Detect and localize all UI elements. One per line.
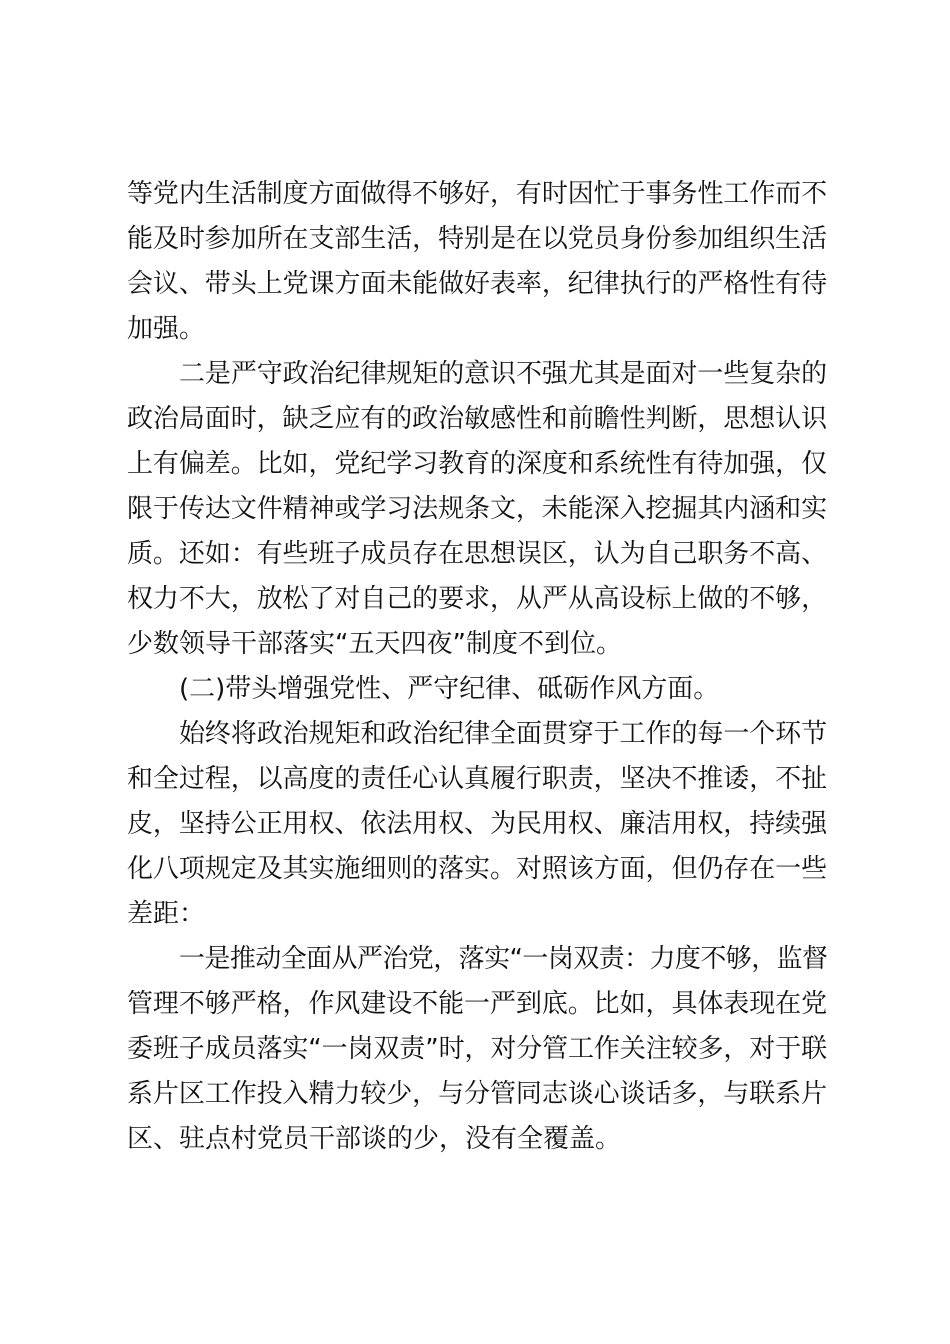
paragraph-line xyxy=(127,532,827,577)
paragraph-line xyxy=(127,892,827,937)
paragraph-line xyxy=(127,262,827,307)
paragraph-line xyxy=(127,982,827,1027)
line-text: 限于传达文件精神或学习法规条文，未能深入挖掘其内涵和实 xyxy=(127,494,828,524)
line-text: 权力不大，放松了对自己的要求，从严从高设标上做的不够， xyxy=(127,584,828,614)
line-text: 差距： xyxy=(127,899,206,929)
line-text: 区、驻点村党员干部谈的少，没有全覆盖。 xyxy=(127,1124,622,1154)
paragraph-line xyxy=(127,577,827,622)
paragraph-line xyxy=(127,757,827,802)
paragraph-line xyxy=(127,1072,827,1117)
line-text: 等党内生活制度方面做得不够好，有时因忙于事务性工作而不 xyxy=(127,179,828,209)
paragraph-line xyxy=(127,217,827,262)
paragraph-line xyxy=(127,622,827,667)
line-text: 化八项规定及其实施细则的落实。对照该方面，但仍存在一些 xyxy=(127,854,828,884)
section-heading xyxy=(127,667,827,712)
line-text: 会议、带头上党课方面未能做好表率，纪律执行的严格性有待 xyxy=(127,269,828,299)
line-text: 少数领导干部落实“五天四夜”制度不到位。 xyxy=(127,629,622,659)
line-text: 质。还如：有些班子成员存在思想误区，认为自己职务不高、 xyxy=(127,539,828,569)
paragraph-line xyxy=(127,802,827,847)
paragraph-line xyxy=(127,847,827,892)
line-text: 系片区工作投入精力较少，与分管同志谈心谈话多，与联系片 xyxy=(127,1079,828,1109)
line-text: (二)带头增强党性、严守纪律、砥砺作风方面。 xyxy=(179,674,720,704)
document-body xyxy=(127,172,827,1162)
line-text: 二是严守政治纪律规矩的意识不强尤其是面对一些复杂的 xyxy=(179,359,828,389)
paragraph-first-line xyxy=(127,937,827,982)
line-text: 始终将政治规矩和政治纪律全面贯穿于工作的每一个环节 xyxy=(179,719,828,749)
paragraph-line xyxy=(127,1117,827,1162)
paragraph-line xyxy=(127,172,827,217)
paragraph-line xyxy=(127,397,827,442)
line-text: 上有偏差。比如，党纪学习教育的深度和系统性有待加强，仅 xyxy=(127,449,828,479)
line-text: 能及时参加所在支部生活，特别是在以党员身份参加组织生活 xyxy=(127,224,828,254)
line-text: 和全过程，以高度的责任心认真履行职责，坚决不推诿，不扯 xyxy=(127,764,828,794)
paragraph-line xyxy=(127,307,827,352)
paragraph-line xyxy=(127,442,827,487)
paragraph-first-line xyxy=(127,712,827,757)
paragraph-line xyxy=(127,487,827,532)
line-text: 一是推动全面从严治党，落实“一岗双责：力度不够，监督 xyxy=(179,944,828,974)
paragraph-line xyxy=(127,1027,827,1072)
line-text: 皮，坚持公正用权、依法用权、为民用权、廉洁用权，持续强 xyxy=(127,809,828,839)
line-text: 政治局面时，缺乏应有的政治敏感性和前瞻性判断，思想认识 xyxy=(127,404,828,434)
paragraph-first-line xyxy=(127,352,827,397)
line-text: 管理不够严格，作风建设不能一严到底。比如，具体表现在党 xyxy=(127,989,828,1019)
line-text: 加强。 xyxy=(127,314,206,344)
line-text: 委班子成员落实“一岗双责”时，对分管工作关注较多，对于联 xyxy=(127,1034,827,1064)
